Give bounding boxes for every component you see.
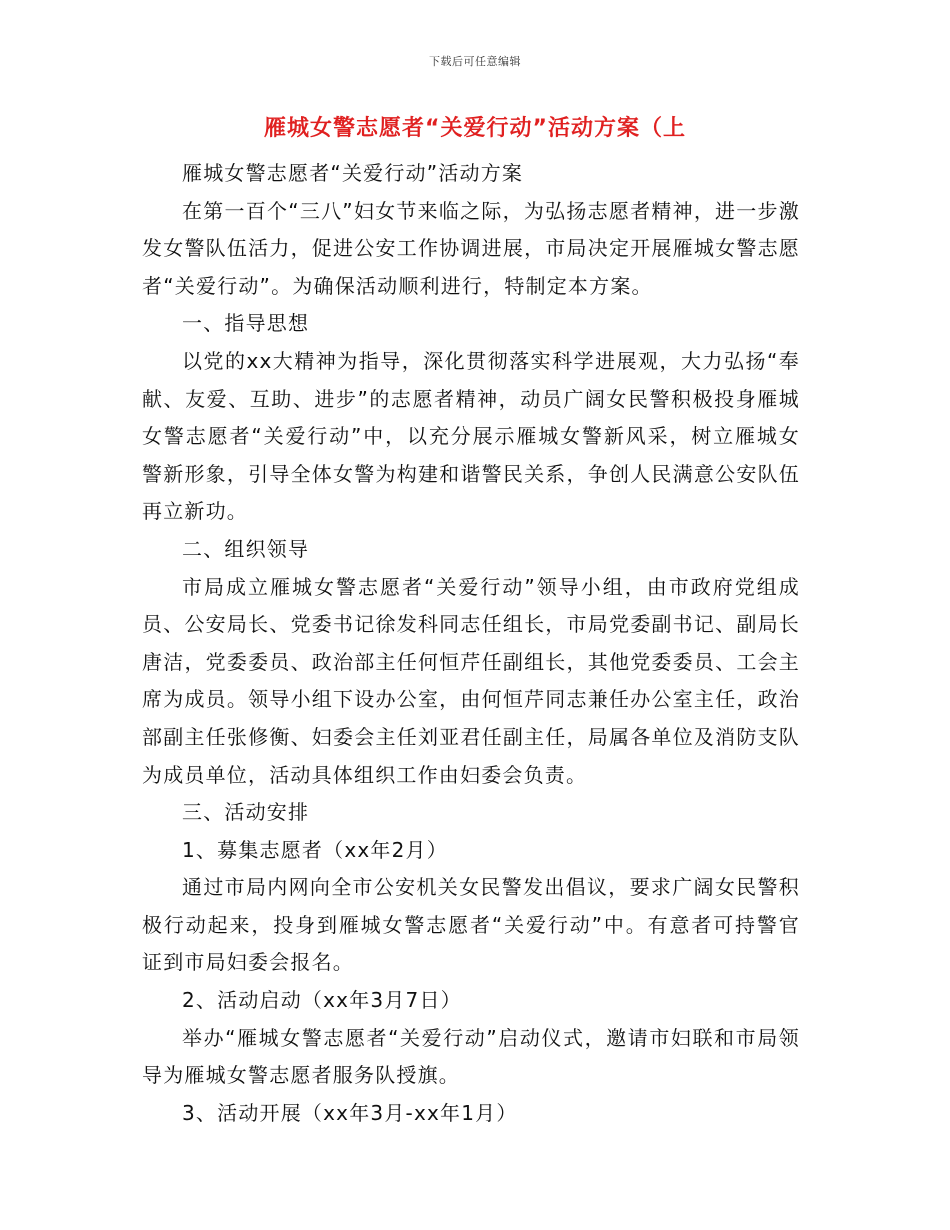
paragraph-guiding-thought: 以党的xx大精神为指导，深化贯彻落实科学进展观，大力弘扬“奉献、友爱、互助、进步”的志愿者精神，动员广阔女民警积极投身雁城女警志愿者“关爱行动”中，以充分展示雁城女警新风采，树立雁城女警新形象，引导全体女警为构建和谐警民关系，争创人民满意公安队伍再立新功。 [142, 348, 800, 524]
paragraph-recruit: 通过市局内网向全市公安机关女民警发出倡议，要求广阔女民警积极行动起来，投身到雁城女警志愿者“关爱行动”中。有意者可持警官证到市局妇委会报名。 [142, 875, 800, 975]
item-heading-recruit: 1、募集志愿者（xx年2月） [182, 837, 448, 862]
paragraph-intro: 在第一百个“三八”妇女节来临之际，为弘扬志愿者精神，进一步激发女警队伍活力，促进公安工作协调进展，市局决定开展雁城女警志愿者“关爱行动”。为确保活动顺利进行，特制定本方案。 [142, 198, 800, 298]
page-header-note: 下载后可任意编辑 [429, 55, 521, 68]
document-body [142, 155, 800, 1132]
section-heading-guiding-thought: 一、指导思想 [182, 311, 310, 336]
paragraph-organization: 市局成立雁城女警志愿者“关爱行动”领导小组，由市政府党组成员、公安局长、党委书记徐发科同志任组长，市局党委副书记、副局长唐洁，党委委员、政治部主任何恒芹任副组长，其他党委委员、工会主席为成员。领导小组下设办公室，由何恒芹同志兼任办公室主任，政治部副主任张修衡、妇委会主任刘亚君任副主任，局属各单位及消防支队为成员单位，活动具体组织工作由妇委会负责。 [142, 574, 800, 787]
paragraph-launch: 举办“雁城女警志愿者“关爱行动”启动仪式，邀请市妇联和市局领导为雁城女警志愿者服务队授旗。 [142, 1025, 800, 1088]
item-heading-carry-out: 3、活动开展（xx年3月-xx年1月） [182, 1100, 518, 1125]
paragraph-subtitle: 雁城女警志愿者“关爱行动”活动方案 [182, 161, 524, 185]
section-heading-organization: 二、组织领导 [182, 536, 310, 561]
section-heading-arrangement: 三、活动安排 [182, 800, 310, 825]
item-heading-launch: 2、活动启动（xx年3月7日） [182, 988, 462, 1013]
document-title: 雁城女警志愿者“关爱行动”活动方案（上 [264, 116, 686, 141]
